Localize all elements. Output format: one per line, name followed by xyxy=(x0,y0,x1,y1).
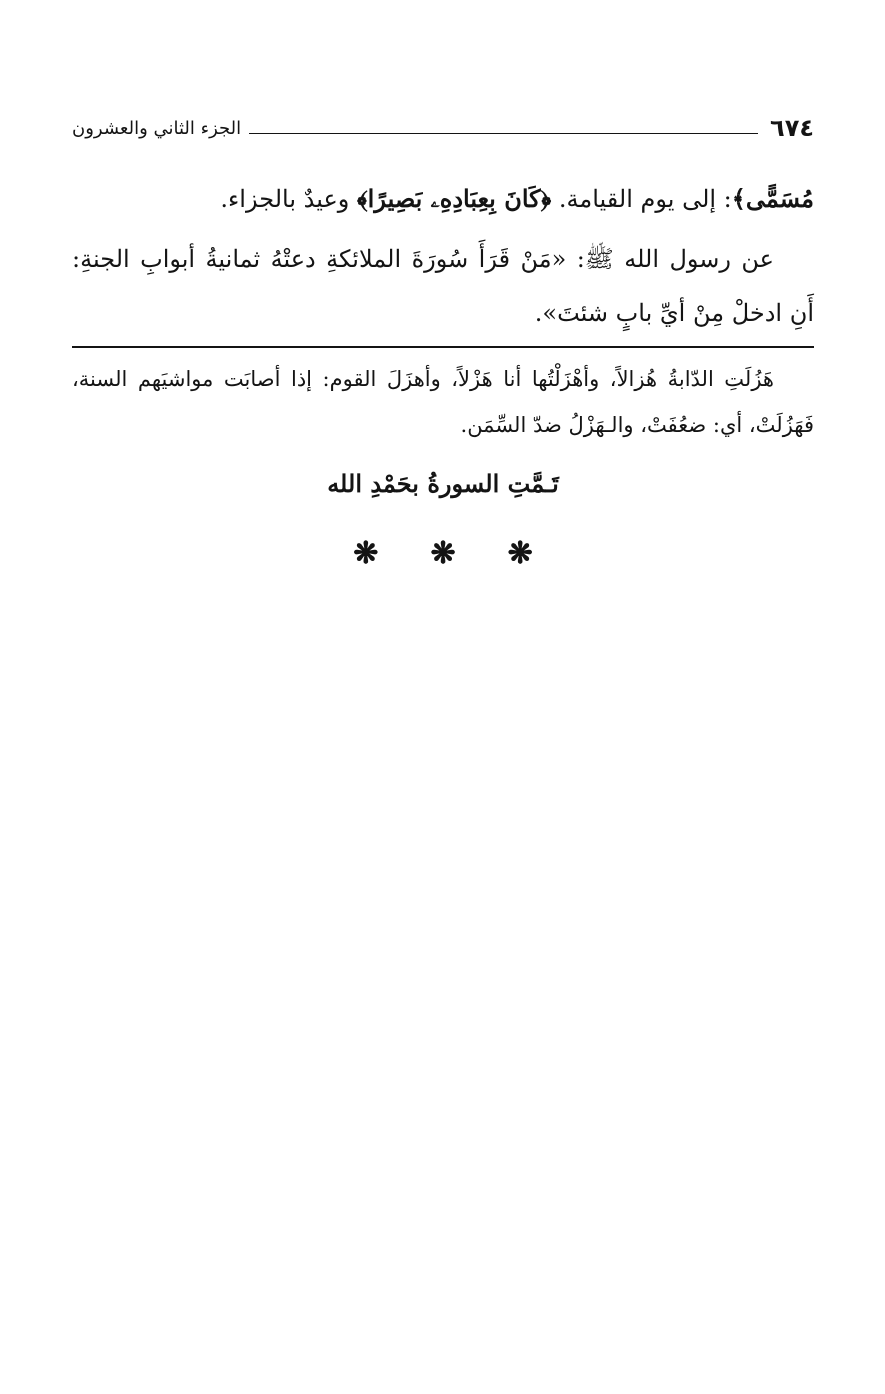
surah-closing: تَـمَّتِ السورةُ بحَمْدِ الله xyxy=(327,469,559,498)
footnote-divider xyxy=(72,346,814,348)
star-icon: ❋ xyxy=(430,536,456,571)
star-icon: ❋ xyxy=(353,536,379,571)
hadith-paragraph: عن رسول الله ﷺ: «مَنْ قَرَأَ سُورَةَ الملائكةِ دعتْهُ ثمانيةُ أبوابِ الجنةِ: أَنِ ادخلْ مِنْ أيِّ بابٍ شئتَ». xyxy=(72,245,814,327)
page-header xyxy=(72,108,814,148)
star-icon: ❋ xyxy=(507,536,533,571)
header-rule xyxy=(249,133,758,134)
commentary-text: وعيدٌ بالجزاء. xyxy=(220,185,358,213)
quran-verse: ﴿كَانَ بِعِبَادِهِۦ بَصِيرًا﴾ xyxy=(357,184,552,213)
tafsir-paragraph-1 xyxy=(72,172,814,226)
footnote: هَزُلَتِ الدّابةُ هُزالاً، وأهْزَلْتُها أنا هَزْلاً، وأهزَلَ القوم: إذا أصابَت مواشيَهم السنة، فَهَزُلَتْ، أي: ضعُفَتْ، والـهَزْلُ ضدّ السِّمَن. xyxy=(72,367,814,437)
ornament-stars xyxy=(72,536,814,571)
quran-fragment: مُسَمًّى﴾ xyxy=(731,184,814,213)
page-number: ٦٧٤ xyxy=(770,114,814,142)
running-title: الجزء الثاني والعشرون xyxy=(72,117,242,139)
commentary-text: : إلى يوم القيامة. xyxy=(551,185,732,213)
